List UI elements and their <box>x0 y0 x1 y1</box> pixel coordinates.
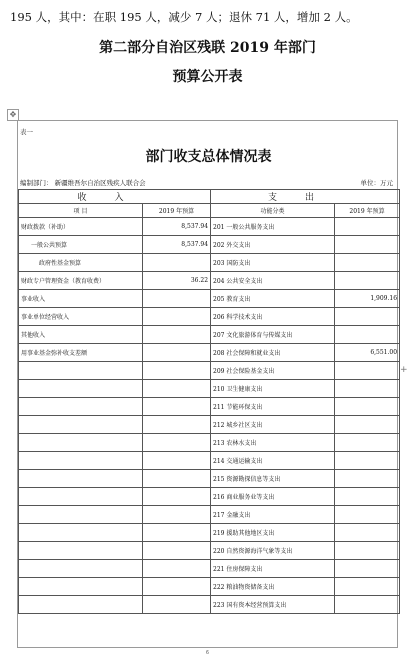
expense-value-cell[interactable] <box>335 236 400 254</box>
col-function-header: 功能分类 <box>211 204 335 218</box>
table-row <box>19 380 400 398</box>
income-item-cell[interactable] <box>19 488 143 506</box>
expense-value-cell[interactable] <box>335 506 400 524</box>
expense-item-cell[interactable]: 207 文化旅游体育与传媒支出 <box>211 326 335 344</box>
expense-item-cell[interactable]: 201 一般公共服务支出 <box>211 218 335 236</box>
expense-item-cell[interactable]: 219 援助其他地区支出 <box>211 524 335 542</box>
table-subheader-row <box>19 204 400 218</box>
col-budget-expense-header: 2019 年预算 <box>335 204 400 218</box>
expense-value-cell[interactable] <box>335 452 400 470</box>
income-item-cell[interactable]: 财政拨款（补助） <box>19 218 143 236</box>
table-row <box>19 326 400 344</box>
income-item-cell[interactable] <box>19 578 143 596</box>
income-value-cell[interactable] <box>143 434 211 452</box>
table-row <box>19 560 400 578</box>
table-row <box>19 542 400 560</box>
expense-item-cell[interactable]: 204 公共安全支出 <box>211 272 335 290</box>
expense-value-cell[interactable] <box>335 398 400 416</box>
income-item-cell[interactable] <box>19 524 143 542</box>
table-row <box>19 254 400 272</box>
expense-item-cell[interactable]: 205 教育支出 <box>211 290 335 308</box>
expense-value-cell[interactable] <box>335 542 400 560</box>
income-value-cell[interactable] <box>143 560 211 578</box>
expense-item-cell[interactable]: 208 社会保障和就业支出 <box>211 344 335 362</box>
income-value-cell[interactable] <box>143 542 211 560</box>
expense-value-cell[interactable] <box>335 578 400 596</box>
table-row <box>19 416 400 434</box>
income-item-cell[interactable] <box>19 596 143 614</box>
expense-value-cell[interactable] <box>335 596 400 614</box>
table-row <box>19 308 400 326</box>
income-item-cell[interactable] <box>19 560 143 578</box>
expense-value-cell[interactable] <box>335 218 400 236</box>
expense-value-cell[interactable] <box>335 470 400 488</box>
income-value-cell[interactable] <box>143 596 211 614</box>
income-value-cell[interactable] <box>143 524 211 542</box>
expense-item-cell[interactable]: 223 国有资本经营预算支出 <box>211 596 335 614</box>
income-value-cell[interactable] <box>143 344 211 362</box>
table-row <box>19 434 400 452</box>
expense-value-cell[interactable] <box>335 416 400 434</box>
income-value-cell[interactable] <box>143 452 211 470</box>
section-heading: 第二部分自治区残联 2019 年部门 <box>99 40 316 56</box>
expense-item-cell[interactable]: 214 交通运输支出 <box>211 452 335 470</box>
expense-header: 支出 <box>211 190 400 204</box>
expense-item-cell[interactable]: 222 粮油物资储备支出 <box>211 578 335 596</box>
income-item-cell[interactable]: 政府性基金预算 <box>19 254 143 272</box>
col-budget-income-header: 2019 年预算 <box>143 204 211 218</box>
budget-table <box>18 189 399 614</box>
table-row <box>19 398 400 416</box>
expense-value-cell[interactable] <box>335 308 400 326</box>
income-item-cell[interactable] <box>19 398 143 416</box>
income-value-cell[interactable] <box>143 416 211 434</box>
expense-item-cell[interactable]: 221 住房保障支出 <box>211 560 335 578</box>
table-row <box>19 218 400 236</box>
expense-item-cell[interactable]: 203 国防支出 <box>211 254 335 272</box>
expense-value-cell[interactable] <box>335 488 400 506</box>
expense-item-cell[interactable]: 216 商业服务业等支出 <box>211 488 335 506</box>
table-row <box>19 596 400 614</box>
expense-value-cell[interactable] <box>335 326 400 344</box>
expense-value-cell[interactable]: 6,551.00 <box>335 344 400 362</box>
income-value-cell[interactable]: 36.22 <box>143 272 211 290</box>
income-value-cell[interactable] <box>143 362 211 380</box>
expense-item-cell[interactable]: 210 卫生健康支出 <box>211 380 335 398</box>
table-row <box>19 578 400 596</box>
table-row <box>19 344 400 362</box>
table-row <box>19 488 400 506</box>
table-row <box>19 470 400 488</box>
col-item-header: 项 目 <box>19 204 143 218</box>
income-item-cell[interactable]: 其他收入 <box>19 326 143 344</box>
expense-value-cell[interactable] <box>335 434 400 452</box>
expense-value-cell[interactable] <box>335 254 400 272</box>
expense-item-cell[interactable]: 206 科学技术支出 <box>211 308 335 326</box>
page-number: 6 <box>205 650 210 656</box>
income-item-cell[interactable] <box>19 380 143 398</box>
expense-value-cell[interactable] <box>335 524 400 542</box>
section-subheading: 预算公开表 <box>172 69 243 85</box>
income-item-cell[interactable] <box>19 416 143 434</box>
expense-item-cell[interactable]: 209 社会保险基金支出 <box>211 362 335 380</box>
income-header: 收入 <box>19 190 211 204</box>
income-value-cell[interactable] <box>143 578 211 596</box>
expense-value-cell[interactable] <box>335 560 400 578</box>
table-row <box>19 362 400 380</box>
income-value-cell[interactable] <box>143 506 211 524</box>
expense-value-cell[interactable] <box>335 380 400 398</box>
table-row <box>19 524 400 542</box>
income-item-cell[interactable] <box>19 542 143 560</box>
table-row <box>19 452 400 470</box>
income-value-cell[interactable] <box>143 326 211 344</box>
currency-unit: 单位：万元 <box>360 179 393 187</box>
income-value-cell[interactable]: 8,537.94 <box>143 218 211 236</box>
expense-item-cell[interactable]: 215 资源勘探信息等支出 <box>211 470 335 488</box>
income-item-cell[interactable] <box>19 506 143 524</box>
income-item-cell[interactable] <box>19 362 143 380</box>
expense-item-cell[interactable]: 213 农林水支出 <box>211 434 335 452</box>
income-value-cell[interactable] <box>143 290 211 308</box>
expense-item-cell[interactable]: 220 自然资源海洋气象等支出 <box>211 542 335 560</box>
income-item-cell[interactable]: 用事业基金弥补收支差额 <box>19 344 143 362</box>
expense-item-cell[interactable]: 211 节能环保支出 <box>211 398 335 416</box>
income-item-cell[interactable]: 事业收入 <box>19 290 143 308</box>
table-row <box>19 236 400 254</box>
table-row <box>19 272 400 290</box>
table-header-row <box>19 190 400 204</box>
add-column-icon[interactable]: + <box>400 365 408 375</box>
income-item-cell[interactable]: 一般公共预算 <box>19 236 143 254</box>
income-value-cell[interactable] <box>143 470 211 488</box>
table-row <box>19 290 400 308</box>
income-value-cell[interactable]: 8,537.94 <box>143 236 211 254</box>
table-row <box>19 506 400 524</box>
income-item-cell[interactable] <box>19 452 143 470</box>
income-value-cell[interactable] <box>143 398 211 416</box>
expense-item-cell[interactable]: 217 金融支出 <box>211 506 335 524</box>
compiling-unit: 编制部门： 新疆维吾尔自治区残疾人联合会 <box>20 179 146 187</box>
table-move-handle-icon[interactable]: ✥ <box>7 109 19 121</box>
income-item-cell[interactable]: 事业单位经营收入 <box>19 308 143 326</box>
income-value-cell[interactable] <box>143 488 211 506</box>
income-value-cell[interactable] <box>143 380 211 398</box>
table-label: 表一 <box>20 128 33 136</box>
intro-paragraph: 195 人，其中：在职 195 人，减少 7 人；退休 71 人，增加 2 人。 <box>10 10 358 24</box>
expense-value-cell[interactable] <box>335 272 400 290</box>
income-value-cell[interactable] <box>143 308 211 326</box>
expense-value-cell[interactable]: 1,909.16 <box>335 290 400 308</box>
income-item-cell[interactable]: 财政专户管理资金（教育收费） <box>19 272 143 290</box>
income-item-cell[interactable] <box>19 470 143 488</box>
income-value-cell[interactable] <box>143 254 211 272</box>
expense-value-cell[interactable] <box>335 362 400 380</box>
table-title: 部门收支总体情况表 <box>145 149 272 165</box>
income-item-cell[interactable] <box>19 434 143 452</box>
expense-item-cell[interactable]: 212 城乡社区支出 <box>211 416 335 434</box>
table-frame <box>17 120 398 648</box>
expense-item-cell[interactable]: 202 外交支出 <box>211 236 335 254</box>
